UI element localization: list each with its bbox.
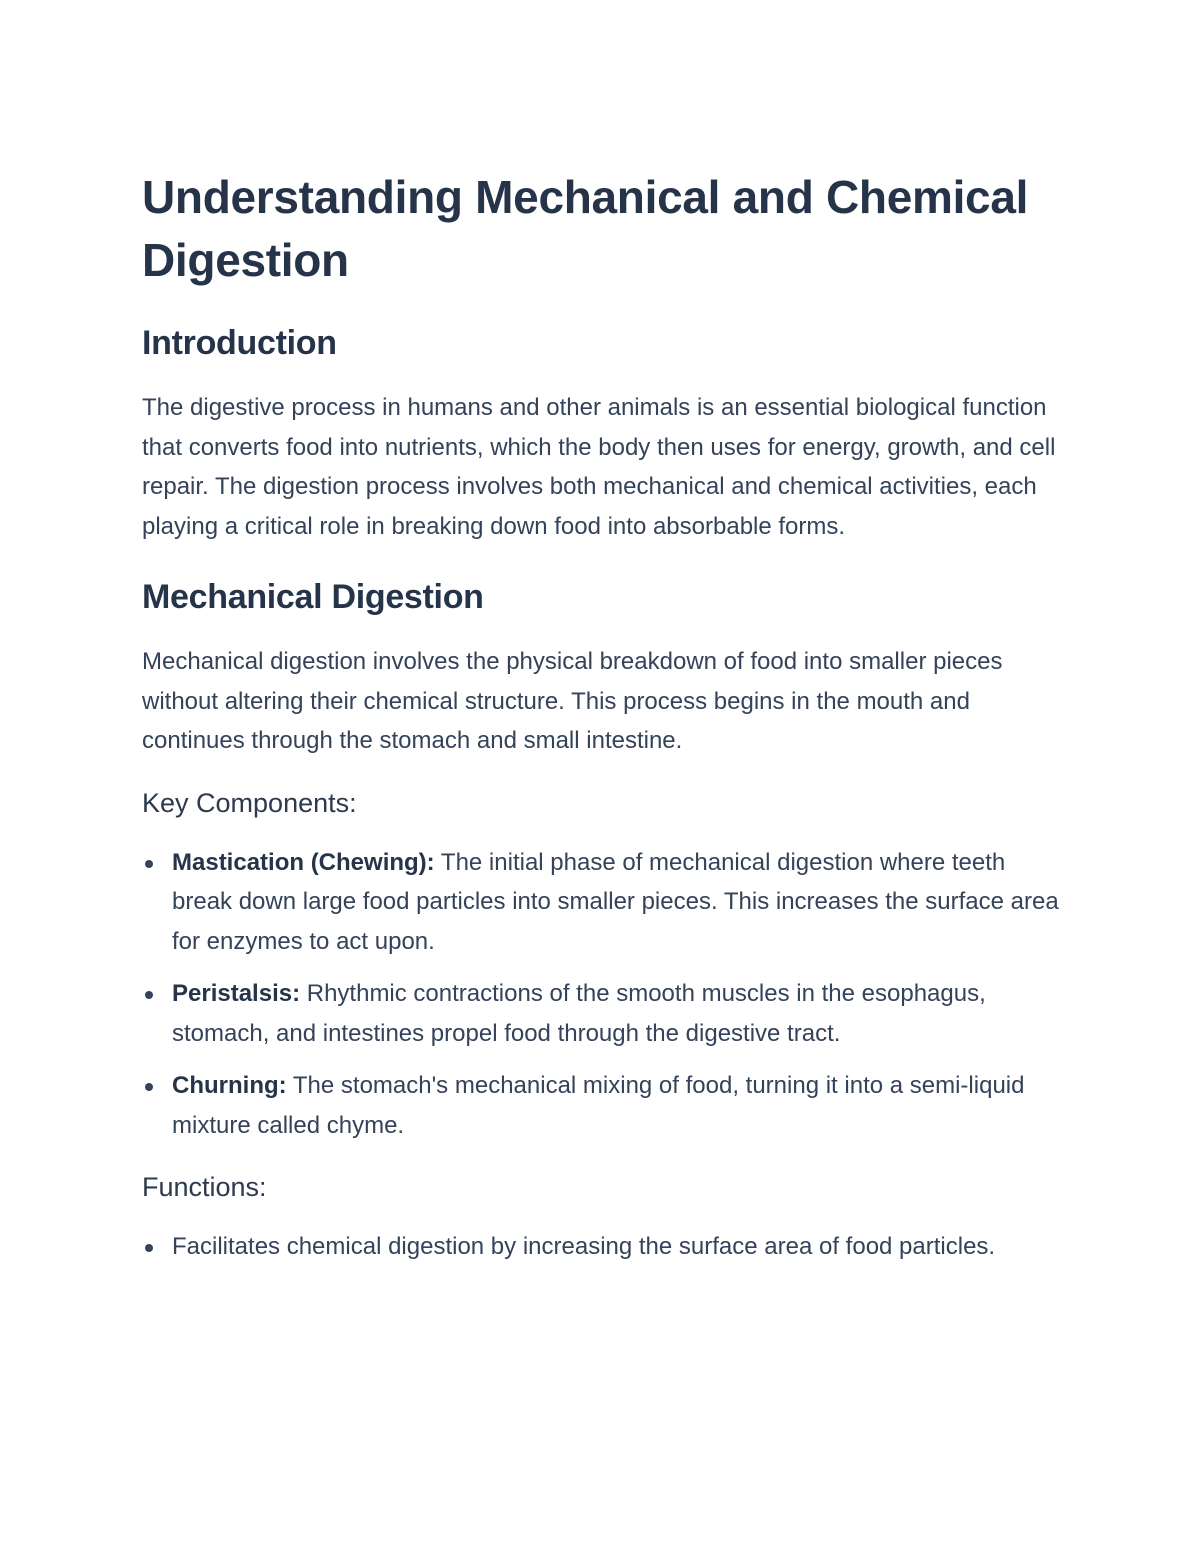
- document-page: [142, 166, 1062, 1280]
- list-item: [142, 843, 1062, 962]
- mechanical-digestion-heading: Mechanical Digestion: [142, 578, 484, 616]
- bullet-icon: [145, 991, 153, 999]
- list-item-text: The stomach's mechanical mixing of food, turning it into a semi-liquid mixture called chyme.: [172, 1072, 1025, 1139]
- functions-list: [142, 1227, 1062, 1267]
- list-item-term: Peristalsis:: [172, 980, 301, 1007]
- list-item: [142, 1066, 1062, 1145]
- list-item-text: The initial phase of mechanical digestion where teeth break down large food particles into smaller pieces. This increases the surface area for enzymes to act upon.: [172, 848, 1059, 955]
- key-components-list: [142, 843, 1062, 1146]
- introduction-paragraph: The digestive process in humans and other animals is an essential biological function that converts food into nutrients, which the body then uses for energy, growth, and cell repair. The digestion process involves both mechanical and chemical activities, each playing a critical role in breaking down food into absorbable forms.: [142, 394, 1056, 540]
- bullet-icon: [145, 860, 153, 868]
- document-title: Understanding Mechanical and Chemical Digestion: [142, 171, 1029, 286]
- key-components-heading: Key Components:: [142, 787, 357, 818]
- list-item-term: Mastication (Chewing):: [172, 848, 435, 876]
- list-item: [142, 974, 1062, 1053]
- mechanical-digestion-paragraph: Mechanical digestion involves the physical breakdown of food into smaller pieces without altering their chemical structure. This process begins in the mouth and continues through the stomach and small intestine.: [142, 648, 1003, 754]
- bullet-icon: [145, 1244, 153, 1252]
- bullet-icon: [145, 1083, 153, 1091]
- list-item-term: Churning:: [172, 1072, 287, 1099]
- list-item-text: Rhythmic contractions of the smooth muscles in the esophagus, stomach, and intestines propel food through the digestive tract.: [172, 980, 986, 1047]
- list-item-text: Facilitates chemical digestion by increasing the surface area of food particles.: [172, 1233, 996, 1260]
- functions-heading: Functions:: [142, 1172, 267, 1202]
- list-item: [142, 1227, 1062, 1267]
- introduction-heading: Introduction: [142, 324, 337, 362]
